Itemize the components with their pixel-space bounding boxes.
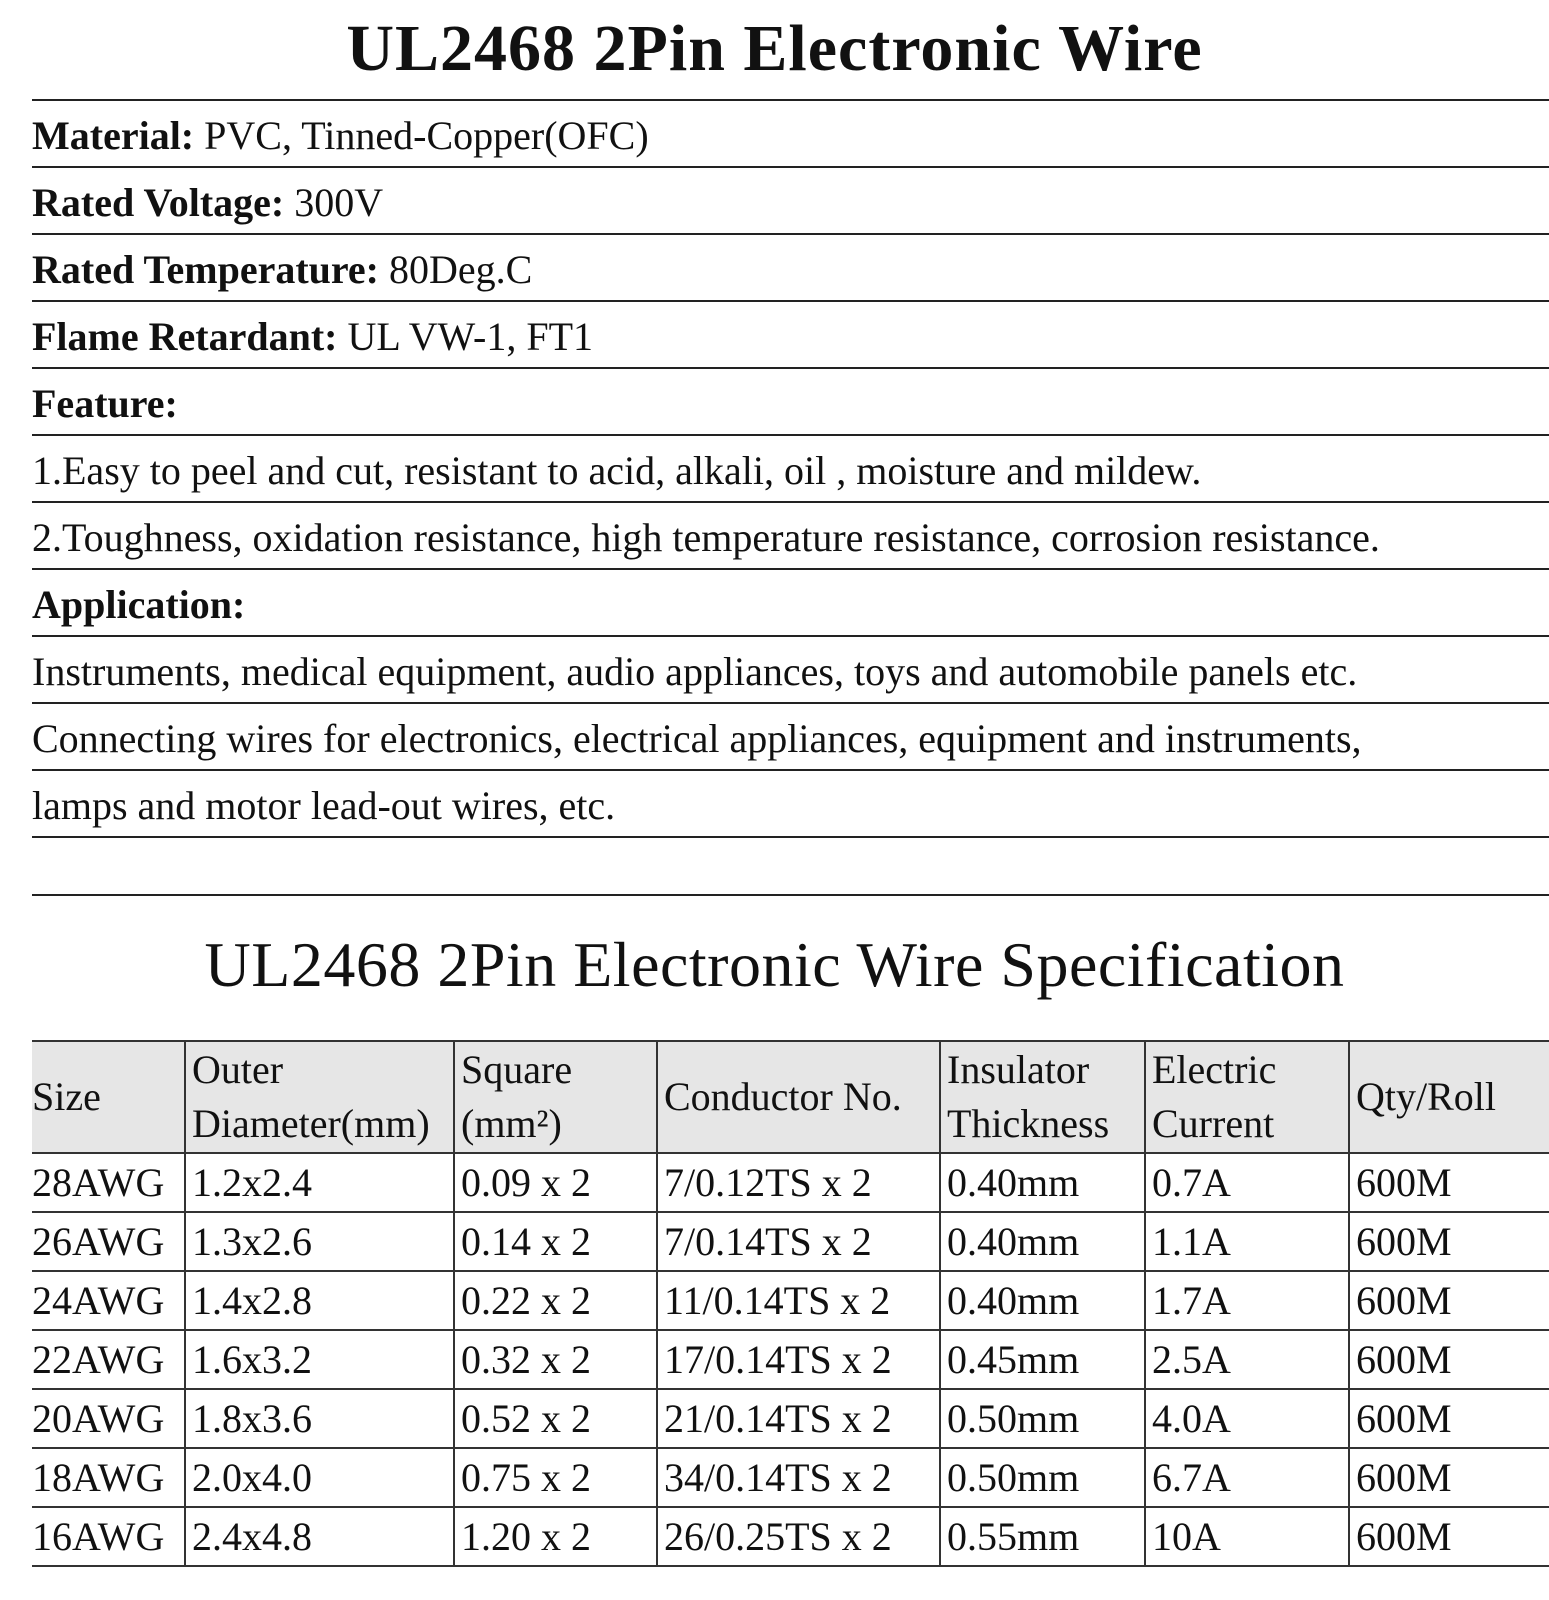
spec-label: Rated Temperature:	[32, 247, 379, 292]
cell-qty-roll: 600M	[1349, 1389, 1549, 1448]
table-row	[32, 1271, 1549, 1330]
header-text: Electric	[1152, 1047, 1277, 1092]
cell-electric-current: 4.0A	[1145, 1389, 1349, 1448]
cell-qty-roll: 600M	[1349, 1507, 1549, 1566]
header-insulator-thickness	[940, 1041, 1145, 1153]
divider	[32, 568, 1549, 570]
cell-square: 0.14 x 2	[454, 1212, 657, 1271]
cell-electric-current: 10A	[1145, 1507, 1349, 1566]
spec-value: 300V	[294, 180, 384, 225]
header-text: Square	[461, 1047, 573, 1092]
divider	[32, 233, 1549, 235]
cell-conductor-no: 21/0.14TS x 2	[657, 1389, 940, 1448]
cell-insulator-thickness: 0.40mm	[940, 1153, 1145, 1212]
cell-outer-diameter: 2.4x4.8	[185, 1507, 454, 1566]
header-text: Size	[32, 1074, 101, 1119]
table-row	[32, 1153, 1549, 1212]
cell-size: 22AWG	[32, 1330, 185, 1389]
divider	[32, 635, 1549, 637]
feature-item: 1.Easy to peel and cut, resistant to acid, alkali, oil , moisture and mildew.	[32, 448, 1202, 493]
cell-outer-diameter: 1.8x3.6	[185, 1389, 454, 1448]
spec-table	[32, 1040, 1549, 1567]
divider	[32, 367, 1549, 369]
application-line: lamps and motor lead-out wires, etc.	[32, 783, 616, 828]
spec-value: PVC, Tinned-Copper(OFC)	[204, 113, 649, 158]
spec-value: UL VW-1, FT1	[347, 314, 594, 359]
cell-outer-diameter: 1.4x2.8	[185, 1271, 454, 1330]
cell-conductor-no: 17/0.14TS x 2	[657, 1330, 940, 1389]
cell-square: 0.75 x 2	[454, 1448, 657, 1507]
header-text: Insulator	[947, 1047, 1090, 1092]
feature-heading	[32, 371, 1542, 437]
table-header-row	[32, 1041, 1549, 1153]
cell-qty-roll: 600M	[1349, 1448, 1549, 1507]
cell-size: 20AWG	[32, 1389, 185, 1448]
header-text: (mm²)	[461, 1101, 562, 1146]
spec-rated-voltage	[32, 170, 1542, 236]
header-text: Conductor No.	[664, 1074, 902, 1119]
cell-outer-diameter: 1.6x3.2	[185, 1330, 454, 1389]
header-square	[454, 1041, 657, 1153]
divider	[32, 836, 1549, 838]
spec-label: Rated Voltage:	[32, 180, 285, 225]
cell-square: 0.32 x 2	[454, 1330, 657, 1389]
header-text: Outer	[192, 1047, 284, 1092]
header-qty-roll	[1349, 1041, 1549, 1153]
divider	[32, 702, 1549, 704]
cell-size: 28AWG	[32, 1153, 185, 1212]
spec-label: Flame Retardant:	[32, 314, 338, 359]
divider	[32, 300, 1549, 302]
cell-insulator-thickness: 0.55mm	[940, 1507, 1145, 1566]
divider	[32, 99, 1549, 101]
divider	[32, 501, 1549, 503]
table-row	[32, 1212, 1549, 1271]
application-heading	[32, 572, 1542, 638]
cell-insulator-thickness: 0.50mm	[940, 1448, 1145, 1507]
table-row	[32, 1330, 1549, 1389]
divider	[32, 166, 1549, 168]
feature-item: 2.Toughness, oxidation resistance, high temperature resistance, corrosion resistance.	[32, 515, 1380, 560]
divider	[32, 894, 1549, 896]
table-row	[32, 1389, 1549, 1448]
cell-conductor-no: 11/0.14TS x 2	[657, 1271, 940, 1330]
header-electric-current	[1145, 1041, 1349, 1153]
cell-conductor-no: 34/0.14TS x 2	[657, 1448, 940, 1507]
header-conductor-no	[657, 1041, 940, 1153]
spec-flame-retardant	[32, 304, 1542, 370]
spec-material	[32, 103, 1542, 169]
cell-outer-diameter: 2.0x4.0	[185, 1448, 454, 1507]
header-outer-diameter	[185, 1041, 454, 1153]
cell-qty-roll: 600M	[1349, 1153, 1549, 1212]
cell-qty-roll: 600M	[1349, 1212, 1549, 1271]
cell-electric-current: 6.7A	[1145, 1448, 1349, 1507]
spec-table-title: UL2468 2Pin Electronic Wire Specification	[204, 929, 1345, 1000]
cell-square: 0.22 x 2	[454, 1271, 657, 1330]
cell-insulator-thickness: 0.50mm	[940, 1389, 1145, 1448]
header-text: Diameter(mm)	[192, 1101, 430, 1146]
cell-conductor-no: 26/0.25TS x 2	[657, 1507, 940, 1566]
cell-qty-roll: 600M	[1349, 1330, 1549, 1389]
cell-electric-current: 1.7A	[1145, 1271, 1349, 1330]
cell-square: 0.09 x 2	[454, 1153, 657, 1212]
table-row	[32, 1448, 1549, 1507]
spec-label: Material:	[32, 113, 195, 158]
cell-electric-current: 2.5A	[1145, 1330, 1349, 1389]
header-size	[32, 1041, 185, 1153]
cell-outer-diameter: 1.3x2.6	[185, 1212, 454, 1271]
cell-size: 26AWG	[32, 1212, 185, 1271]
table-row	[32, 1507, 1549, 1566]
page-title: UL2468 2Pin Electronic Wire	[346, 12, 1203, 85]
application-heading-text: Application:	[32, 582, 246, 627]
cell-insulator-thickness: 0.40mm	[940, 1212, 1145, 1271]
cell-conductor-no: 7/0.14TS x 2	[657, 1212, 940, 1271]
cell-size: 24AWG	[32, 1271, 185, 1330]
cell-qty-roll: 600M	[1349, 1271, 1549, 1330]
cell-square: 1.20 x 2	[454, 1507, 657, 1566]
application-line: Connecting wires for electronics, electrical appliances, equipment and instruments,	[32, 716, 1362, 761]
divider	[32, 434, 1549, 436]
cell-outer-diameter: 1.2x2.4	[185, 1153, 454, 1212]
divider	[32, 769, 1549, 771]
cell-conductor-no: 7/0.12TS x 2	[657, 1153, 940, 1212]
header-text: Thickness	[947, 1101, 1110, 1146]
application-line: Instruments, medical equipment, audio appliances, toys and automobile panels etc.	[32, 649, 1358, 694]
cell-electric-current: 1.1A	[1145, 1212, 1349, 1271]
spec-value: 80Deg.C	[389, 247, 533, 292]
cell-electric-current: 0.7A	[1145, 1153, 1349, 1212]
cell-size: 16AWG	[32, 1507, 185, 1566]
cell-insulator-thickness: 0.40mm	[940, 1271, 1145, 1330]
cell-insulator-thickness: 0.45mm	[940, 1330, 1145, 1389]
spec-rated-temperature	[32, 237, 1542, 303]
header-text: Qty/Roll	[1356, 1074, 1497, 1119]
cell-size: 18AWG	[32, 1448, 185, 1507]
cell-square: 0.52 x 2	[454, 1389, 657, 1448]
header-text: Current	[1152, 1101, 1275, 1146]
feature-heading-text: Feature:	[32, 381, 178, 426]
